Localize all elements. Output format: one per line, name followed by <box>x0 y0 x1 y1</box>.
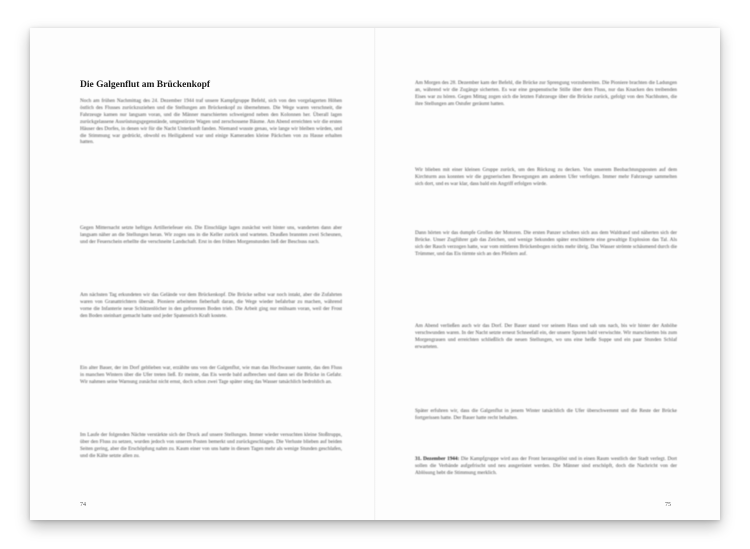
left-paragraph-4: Ein alter Bauer, der im Dorf geblieben war, erzählte uns von der Galgenflut, wie man das Hochwasser nannte, das den Fluss in manchen Wintern über die Ufer treten ließ. Er meinte, das Eis werde bald aufbrechen und dann sei die Brücke in Gefahr. Wir nahmen seine Warnung zunächst nicht ernst, doch schon zwei Tage später stieg das Wasser tatsächlich bedrohlich an. <box>80 365 342 385</box>
page-number-left: 74 <box>80 502 86 508</box>
right-page <box>375 28 720 520</box>
right-dated-entry <box>415 456 677 486</box>
book-spread <box>30 28 720 520</box>
right-paragraph-1: Am Morgen des 28. Dezember kam der Befehl, die Brücke zur Sprengung vorzubereiten. Die Pioniere brachten die Ladungen an, während wir die Zugänge sicherten. Es war eine gespenstische Stille über dem Fluss, nur das Knacken des treibenden Eises war zu hören. Gegen Mittag zogen sich die letzten Fahrzeuge über die Brücke zurück, gefolgt von den Nachhuten, die ihre Stellungen am Ostufer geräumt hatten. <box>415 80 677 107</box>
left-paragraph-1: Noch am frühen Nachmittag des 24. Dezember 1944 traf unsere Kampfgruppe Befehl, sich von den vorgelagerten Höhen östlich des Flusses zurückzuziehen und die Stellungen am Brückenkopf zu übernehmen. Die Wege waren verschneit, die Fahrzeuge kamen nur langsam voran, und die Männer marschierten schweigend neben den Kolonnen her. Überall lagen zurückgelassene Ausrüstungsgegenstände, umgestürzte Wagen und zerschossene Bäume. Am Abend erreichten wir die ersten Häuser des Dorfes, in denen wir für die Nacht Unterkunft fanden. Niemand wusste genau, wie lange wir bleiben würden, und die Stimmung war gedrückt, obwohl es Heiligabend war und einige Kameraden kleine Päckchen von zu Hause erhalten hatten. <box>80 98 342 146</box>
left-paragraph-5: Im Laufe der folgenden Nächte verstärkte sich der Druck auf unsere Stellungen. Immer wieder versuchten kleine Stoßtrupps, über den Fluss zu setzen, wurden jedoch von unseren Posten bemerkt und zurückgeschlagen. Die Verluste blieben auf beiden Seiten gering, aber die Erschöpfung nahm zu. Kaum einer von uns hatte in diesen Tagen mehr als wenige Stunden geschlafen, und die Kälte setzte allen zu. <box>80 432 342 459</box>
left-page <box>30 28 375 520</box>
left-paragraph-2: Gegen Mitternacht setzte heftiges Artilleriefeuer ein. Die Einschläge lagen zunächst weit hinter uns, wanderten dann aber langsam näher an die Stellungen heran. Wir zogen uns in die Keller zurück und warteten. Draußen brannten zwei Scheunen, und der Feuerschein erhellte die verschneite Landschaft. Erst in den frühen Morgenstunden ließ der Beschuss nach. <box>80 225 342 245</box>
right-paragraph-5: Später erfuhren wir, dass die Galgenflut in jenem Winter tatsächlich die Ufer überschwemmt und die Reste der Brücke fortgerissen hatte. Der Bauer hatte recht behalten. <box>415 408 677 421</box>
left-paragraph-3: Am nächsten Tag erkundeten wir das Gelände vor dem Brückenkopf. Die Brücke selbst war noch intakt, aber die Zufahrten waren von Granattrichtern übersät. Pioniere arbeiteten fieberhaft daran, die Wege wieder befahrbar zu machen, während vorne die Infanterie neue Schützenlöcher in den gefrorenen Boden trieb. Die Arbeit ging nur mühsam voran, weil der Frost den Boden steinhart gemacht hatte und jeder Spatenstich Kraft kostete. <box>80 292 342 319</box>
entry-text: Die Kampfgruppe wird aus der Front herausgelöst und in einen Raum westlich der Stadt verlegt. Dort sollen die Verbände aufgefrischt und neu ausgerüstet werden. Die Männer sind erschöpft, doch die Nachricht von der Ablösung hebt die Stimmung merklich. <box>415 456 677 476</box>
page-number-right: 75 <box>665 502 671 508</box>
right-paragraph-2: Wir blieben mit einer kleinen Gruppe zurück, um den Rückzug zu decken. Von unserem Beobachtungsposten auf dem Kirchturm aus konnten wir die gegnerischen Bewegungen am anderen Ufer verfolgen. Immer mehr Fahrzeuge sammelten sich dort, und es war klar, dass bald ein Angriff erfolgen würde. <box>415 167 677 187</box>
chapter-title: Die Galgenflut am Brückenkopf <box>80 80 211 90</box>
right-paragraph-3: Dann hörten wir das dumpfe Grollen der Motoren. Die ersten Panzer schoben sich aus dem Waldrand und näherten sich der Brücke. Unser Zugführer gab das Zeichen, und wenige Sekunden später erschütterte eine gewaltige Explosion das Tal. Als sich der Rauch verzogen hatte, war vom mittleren Brückenbogen nichts mehr übrig. Das Wasser strömte schäumend durch die Trümmer, und das Eis türmte sich an den Pfeilern auf. <box>415 230 677 257</box>
right-paragraph-4: Am Abend verließen auch wir das Dorf. Der Bauer stand vor seinem Haus und sah uns nach, bis wir hinter der Anhöhe verschwunden waren. In der Nacht setzte erneut Schneefall ein, der unsere Spuren bald verwischte. Wir marschierten bis zum Morgengrauen und erreichten schließlich die neuen Stellungen, wo uns eine heiße Suppe und ein paar Stunden Schlaf erwarteten. <box>415 323 677 350</box>
entry-date: 31. Dezember 1944: <box>415 456 460 462</box>
